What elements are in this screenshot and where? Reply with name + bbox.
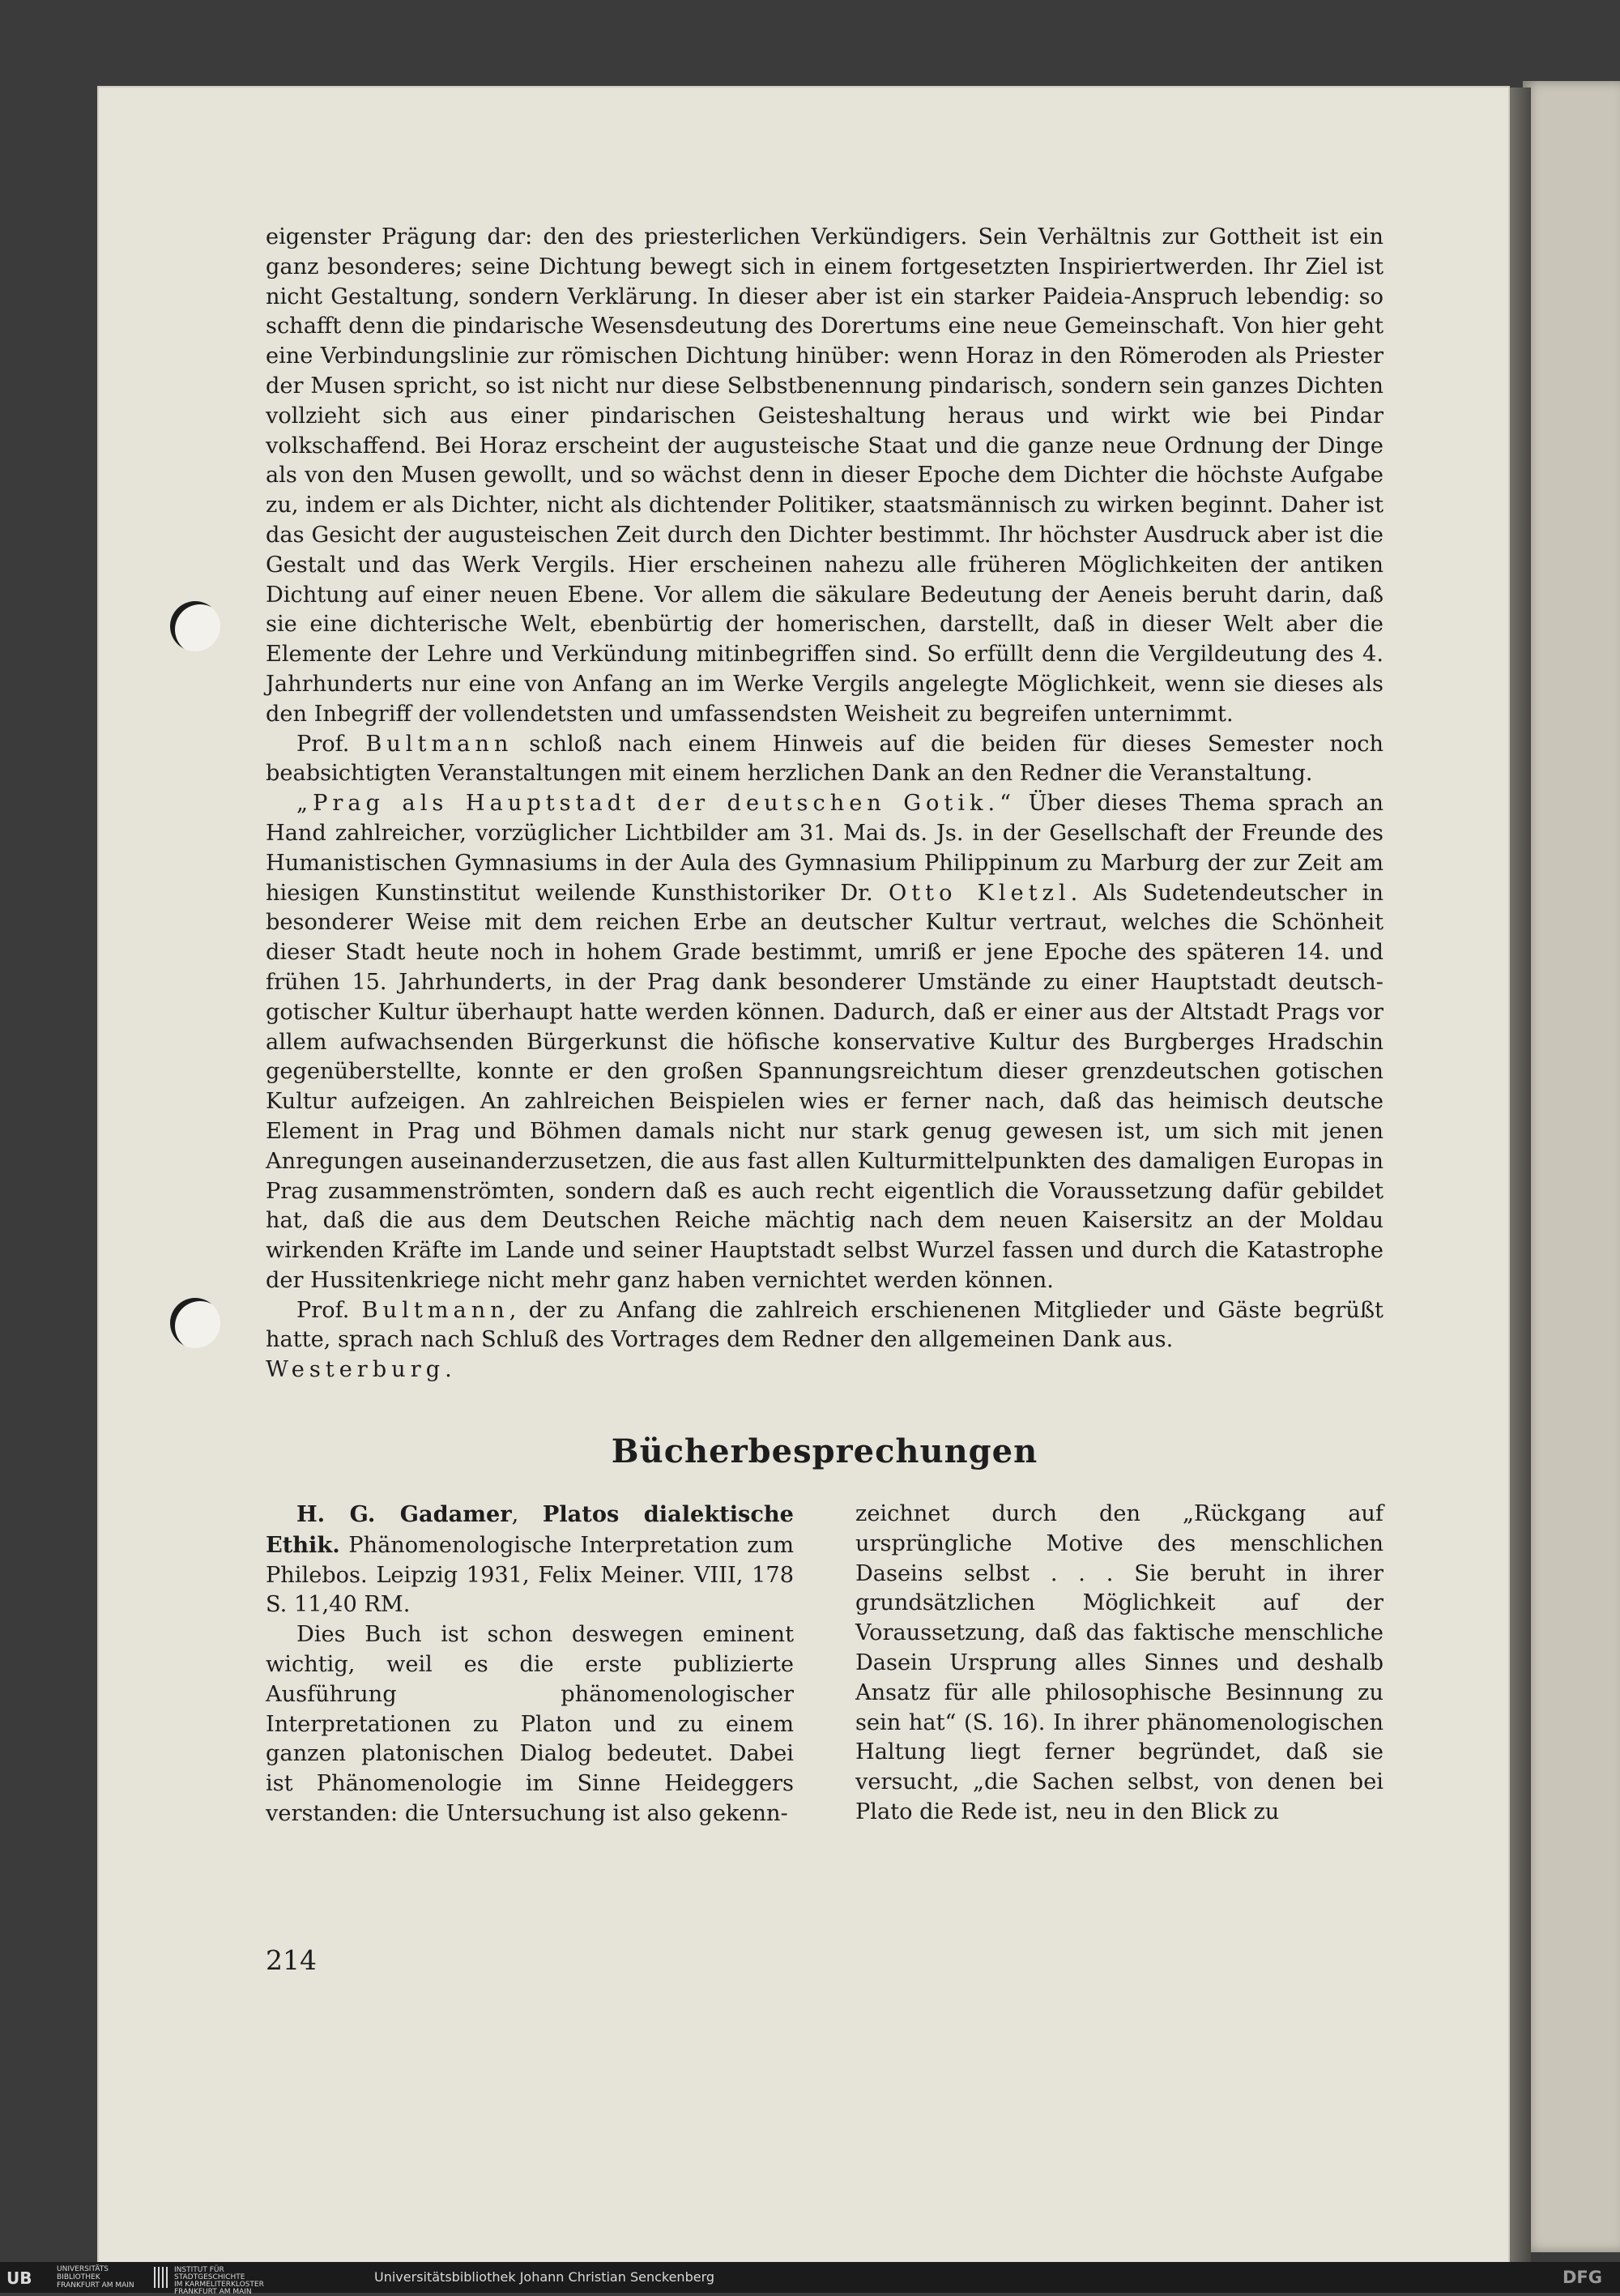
paragraph-bultmann-close bbox=[266, 730, 1383, 790]
text-lead: Prof. bbox=[296, 731, 366, 757]
page-number: 214 bbox=[266, 1944, 317, 1976]
paragraph-bultmann-thanks bbox=[266, 1296, 1383, 1356]
separator: , bbox=[511, 1502, 543, 1528]
review-paragraph-1: Dies Buch ist schon deswegen eminent wichtig, weil es die erste publizierte Ausführung phänomenologischer Interpretationen zu Platon und zu einem ganzen platonischen Dialog bedeutet. Dabei ist Phänomenologie im Sinne Heideggers verstanden: die Untersuchung ist also gekenn- bbox=[266, 1622, 794, 1827]
footer-caption: Universitätsbibliothek Johann Christian Senckenberg bbox=[374, 2269, 715, 2285]
facing-page-edge bbox=[1523, 81, 1620, 2252]
lecture-title: „Prag als Hauptstadt der deutschen Gotik.“ bbox=[296, 791, 1017, 817]
text-part-1: Über dieses Thema sprach an Hand zahlreicher, vorzüglicher Lichtbilder am 31. Mai ds. Js. in der Gesellschaft der Freunde des Humanistischen Gymnasiums in der Aula des Gymnasium Philippinum zu Marburg der zur Zeit am hiesigen Kunstinstitut weilende Kunsthistoriker Dr. bbox=[266, 791, 1383, 906]
review-paragraph-2: zeichnet durch den „Rückgang auf ursprüngliche Motive des menschlichen Daseins selbst . . . Sie beruht in ihrer grundsätzlichen Möglichkeit auf der Voraussetzung, daß das faktische menschliche Dasein Ursprung alles Sinnes und deshalb Ansatz für alle philosophische Besinnung zu sein hat“ (S. 16). In ihrer phänomenologischen Haltung liegt ferner begründet, daß sie versucht, „die Sachen selbst, von denen bei Plato die Rede ist, neu in den Blick zu bbox=[855, 1501, 1383, 1825]
punch-hole-lower bbox=[170, 1298, 220, 1348]
isg-line-1: INSTITUT FÜR bbox=[174, 2266, 224, 2274]
ub-line-2: BIBLIOTHEK bbox=[57, 2273, 100, 2281]
person-name: Bultmann bbox=[365, 731, 514, 757]
viewer-footer-bar bbox=[0, 2262, 1620, 2296]
ub-institution-name bbox=[57, 2265, 134, 2290]
text-lead: Prof. bbox=[296, 1297, 362, 1323]
person-name: Bultmann bbox=[361, 1297, 509, 1323]
paragraph-prag-gotik bbox=[266, 789, 1383, 1296]
person-name: Otto Kletzl bbox=[888, 880, 1071, 906]
isg-line-3: IM KARMELITERKLOSTER bbox=[174, 2281, 264, 2289]
text-rest: schloß nach einem Hinweis auf die beiden für dieses Semester noch beabsichtigten Veranstaltungen mit einem herzlichen Dank an den Redner die Veranstaltung. bbox=[266, 731, 1383, 787]
review-citation bbox=[266, 1500, 794, 1620]
isg-line-4: FRANKFURT AM MAIN bbox=[174, 2288, 252, 2296]
section-title: Bücherbesprechungen bbox=[611, 1432, 1038, 1471]
punch-hole-upper bbox=[170, 601, 220, 651]
review-columns bbox=[266, 1500, 1383, 1829]
review-column-right bbox=[855, 1500, 1383, 1829]
review-author: H. G. Gadamer bbox=[296, 1501, 512, 1528]
page-content bbox=[266, 223, 1383, 1976]
ub-logo: UB bbox=[6, 2268, 32, 2288]
signature: Westerburg. bbox=[266, 1357, 457, 1383]
article-body bbox=[266, 223, 1383, 1385]
review-book-details: Phänomenologische Interpretation zum Philebos. Leipzig 1931, Felix Meiner. VIII, 178 S. 11,40 RM. bbox=[266, 1532, 794, 1618]
review-book-title: Platos dialektische Ethik. bbox=[266, 1501, 794, 1558]
paragraph-vergil: eigenster Prägung dar: den des priesterlichen Verkündigers. Sein Verhältnis zur Gottheit ist ein ganz besonderes; seine Dichtung bewegt sich in einem fortgesetzten Inspiriertwerden. Ihr Ziel ist nicht Gestaltung, sondern Verklärung. In dieser aber ist ein starker Paideia-Anspruch lebendig: so schafft denn die pindarische Wesensdeutung des Dorertums eine neue Gemeinschaft. Von hier geht eine Verbindungslinie zur römischen Dichtung hinüber: wenn Horaz in den Römeroden als Priester der Musen spricht, so ist nicht nur diese Selbstbenennung pindarisch, sondern sein ganzes Dichten vollzieht sich aus einer pindarischen Geisteshaltung heraus und wirkt wie bei Pindar volkschaffend. Bei Horaz erscheint der augusteische Staat und die ganze neue Ordnung der Dinge als von den Musen gewollt, und so wächst denn in dieser Epoche dem Dichter die höchste Aufgabe zu, indem er als Dichter, nicht als dichtender Politiker, staatsmännisch zu wirken beginnt. Daher ist das Gesicht der augusteischen Zeit durch den Dichter bestimmt. Ihr höchster Ausdruck aber ist die Gestalt und das Werk Vergils. Hier erscheinen nahezu alle früheren Möglichkeiten der antiken Dichtung auf einer neuen Ebene. Vor allem die säkulare Bedeutung der Aeneis beruht darin, daß sie eine dichterische Welt, ebenbürtig der homerischen, darstellt, daß in dieser Welt aber die Elemente der Lehre und Verkündung mitinbegriffen sind. So erfüllt denn die Vergildeutung des 4. Jahrhunderts nur eine von Anfang an im Werke Vergils angelegte Möglichkeit, wenn sie dieses als den Inbegriff der vollendetsten und umfassendsten Weisheit zu begreifen unternimmt. bbox=[266, 224, 1383, 727]
text-rest: , der zu Anfang die zahlreich erschienenen Mitglieder und Gäste begrüßt hatte, sprach nach Schluß des Vortrages dem Redner den allgemeinen Dank aus. bbox=[266, 1297, 1383, 1353]
ub-line-1: UNIVERSITÄTS bbox=[57, 2265, 109, 2273]
stadtgeschichte-icon bbox=[154, 2267, 170, 2288]
dfg-logo: DFG bbox=[1562, 2268, 1602, 2287]
review-column-left bbox=[266, 1500, 794, 1829]
stadtgeschichte-name bbox=[174, 2267, 264, 2296]
ub-line-3: FRANKFURT AM MAIN bbox=[57, 2281, 134, 2290]
isg-line-2: STADTGESCHICHTE bbox=[174, 2273, 245, 2281]
text-part-2: . Als Sudetendeutscher in besonderer Weise mit dem reichen Erbe an deutscher Kultur vertraut, welches die Schönheit dieser Stadt heute noch in hohem Grade bestimmt, umriß er jene Epoche des späteren 14. und frühen 15. Jahrhunderts, in der Prag dank besonderer Umstände zu einer Hauptstadt deutsch-gotischer Kultur überhaupt hatte werden können. Dadurch, daß er einer aus der Altstadt Prags vor allem aufwachsenden Bürgerkunst die höfische konservative Kultur des Burgberges Hradschin gegenüberstellte, konnte er den großen Spannungsreichtum dieser grenzdeutschen gotischen Kultur aufzeigen. An zahlreichen Beispielen wies er ferner nach, daß das heimisch deutsche Element in Prag und Böhmen damals nicht nur stark genug gewesen ist, um sich mit jenen Anregungen auseinanderzusetzen, die aus fast allen Kulturmittelpunkten des damaligen Europas in Prag zusammenströmten, sondern daß es auch recht eigentlich die Voraussetzung dafür gebildet hat, daß die aus dem Deutschen Reiche mächtig nach dem neuen Kaisersitz an der Moldau wirkenden Kräfte im Lande und seiner Hauptstadt selbst Wurzel fassen und durch die Katastrophe der Hussitenkriege nicht mehr ganz haben vernichtet werden können. bbox=[266, 880, 1383, 1293]
